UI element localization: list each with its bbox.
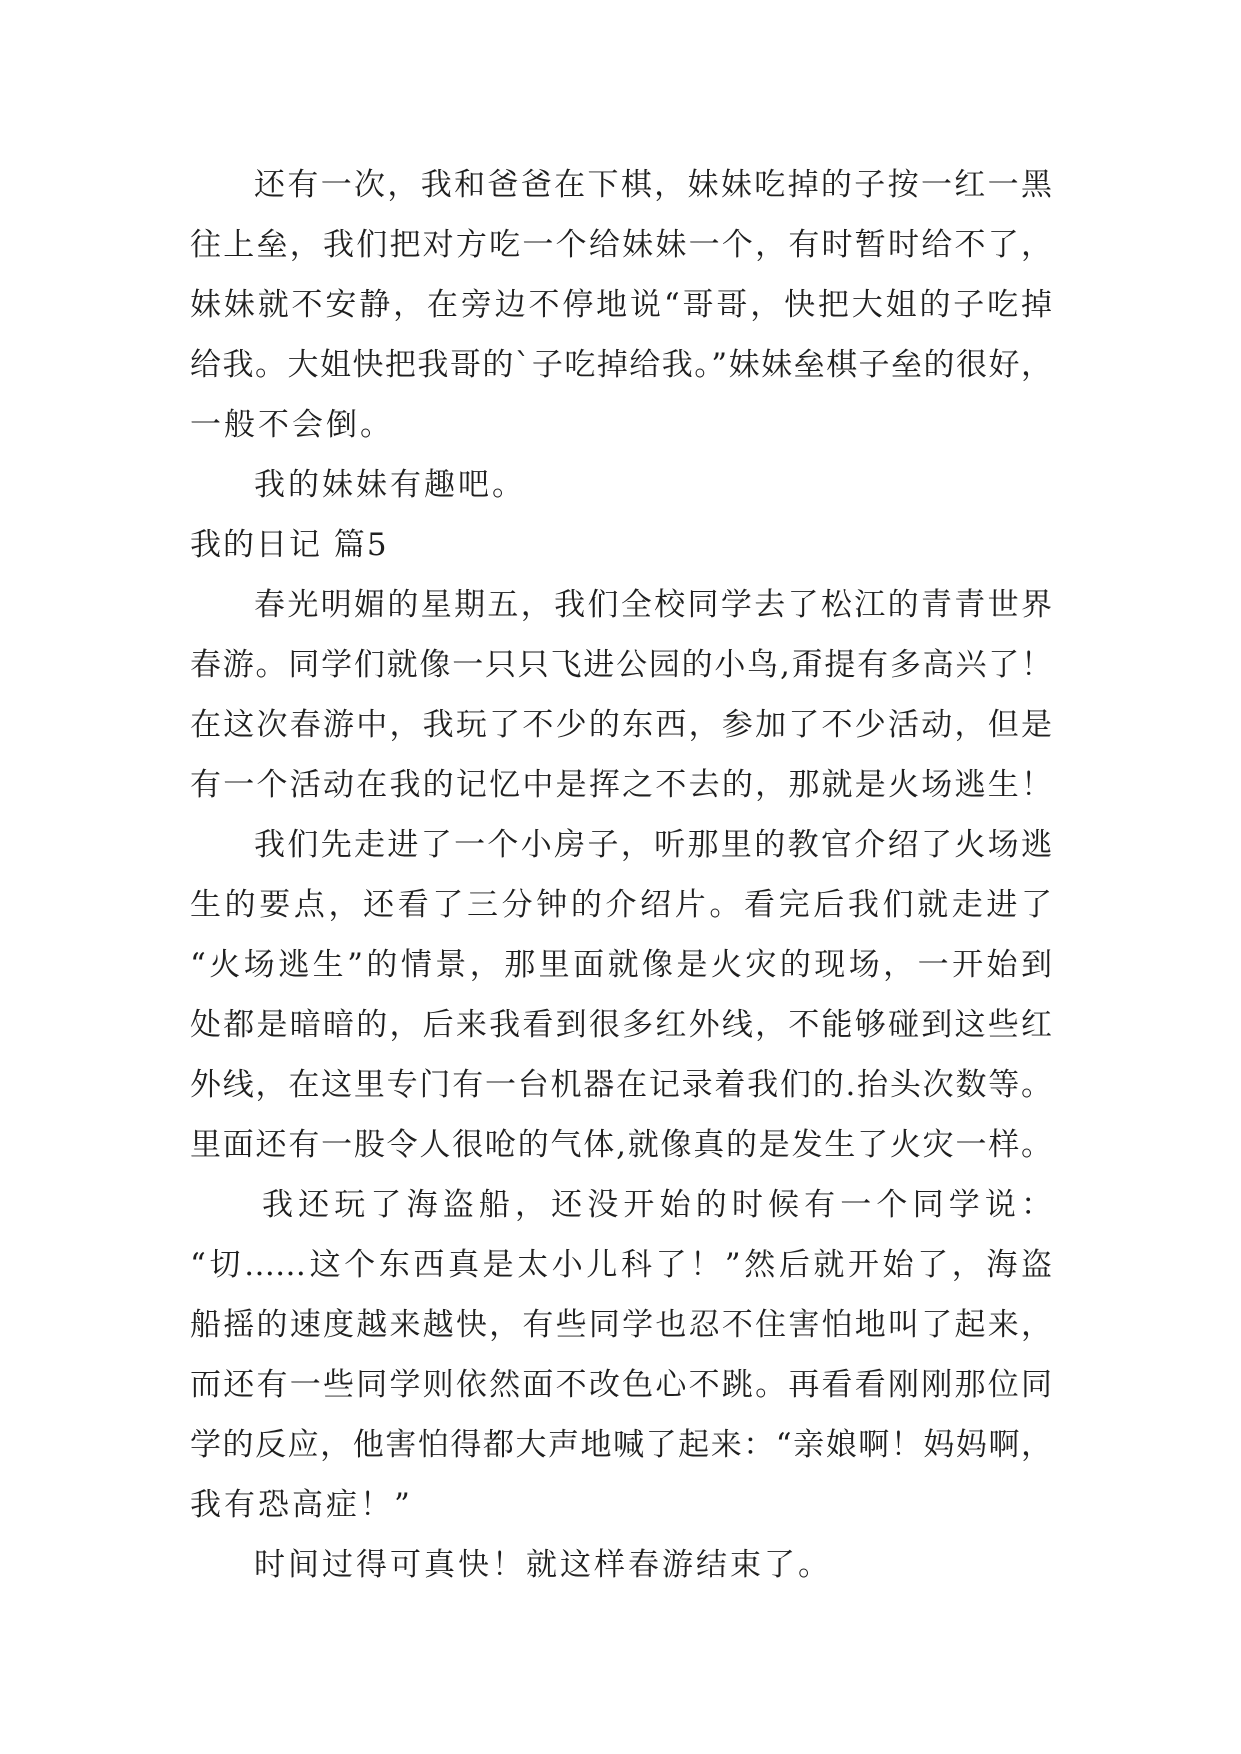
text-line: 时间过得可真快！就这样春游结束了。 <box>254 1547 832 1583</box>
text-line: 我还玩了海盗船，还没开始的时候有一个同学说： <box>262 1187 1052 1223</box>
text-line: 外线，在这里专门有一台机器在记录着我们的.抬头次数等。 <box>190 1067 1052 1103</box>
text-line: 船摇的速度越来越快，有些同学也忍不住害怕地叫了起来， <box>190 1307 1052 1343</box>
text-line: “切……这个东西真是太小儿科了！”然后就开始了，海盗 <box>190 1247 1052 1283</box>
text-line: 给我。大姐快把我哥的`子吃掉给我。”妹妹垒棋子垒的很好， <box>190 347 1052 383</box>
text-line: 有一个活动在我的记忆中是挥之不去的，那就是火场逃生！ <box>190 767 1052 803</box>
section-heading: 我的日记 篇5 <box>190 527 389 563</box>
text-line: 春游。同学们就像一只只飞进公园的小鸟,甭提有多高兴了！ <box>190 647 1052 683</box>
text-line: 妹妹就不安静，在旁边不停地说“哥哥，快把大姐的子吃掉 <box>190 287 1052 323</box>
text-line: 里面还有一股令人很呛的气体,就像真的是发生了火灾一样。 <box>190 1127 1052 1163</box>
text-line: 还有一次，我和爸爸在下棋，妹妹吃掉的子按一红一黑 <box>254 167 1052 203</box>
text-line: 我的妹妹有趣吧。 <box>254 467 526 503</box>
text-line: 我们先走进了一个小房子，听那里的教官介绍了火场逃 <box>254 827 1052 863</box>
text-line: “火场逃生”的情景，那里面就像是火灾的现场，一开始到 <box>190 947 1052 983</box>
text-line: 而还有一些同学则依然面不改色心不跳。再看看刚刚那位同 <box>190 1367 1052 1403</box>
text-line: 往上垒，我们把对方吃一个给妹妹一个，有时暂时给不了， <box>190 227 1052 263</box>
text-line: 生的要点，还看了三分钟的介绍片。看完后我们就走进了 <box>190 887 1052 923</box>
text-line: 我有恐高症！” <box>190 1487 413 1523</box>
text-line: 处都是暗暗的，后来我看到很多红外线，不能够碰到这些红 <box>190 1007 1052 1043</box>
text-line: 春光明媚的星期五，我们全校同学去了松江的青青世界 <box>254 587 1052 623</box>
text-line: 在这次春游中，我玩了不少的东西，参加了不少活动，但是 <box>190 707 1052 743</box>
text-line: 一般不会倒。 <box>190 407 394 443</box>
text-line: 学的反应，他害怕得都大声地喊了起来：“亲娘啊！妈妈啊， <box>190 1427 1052 1463</box>
